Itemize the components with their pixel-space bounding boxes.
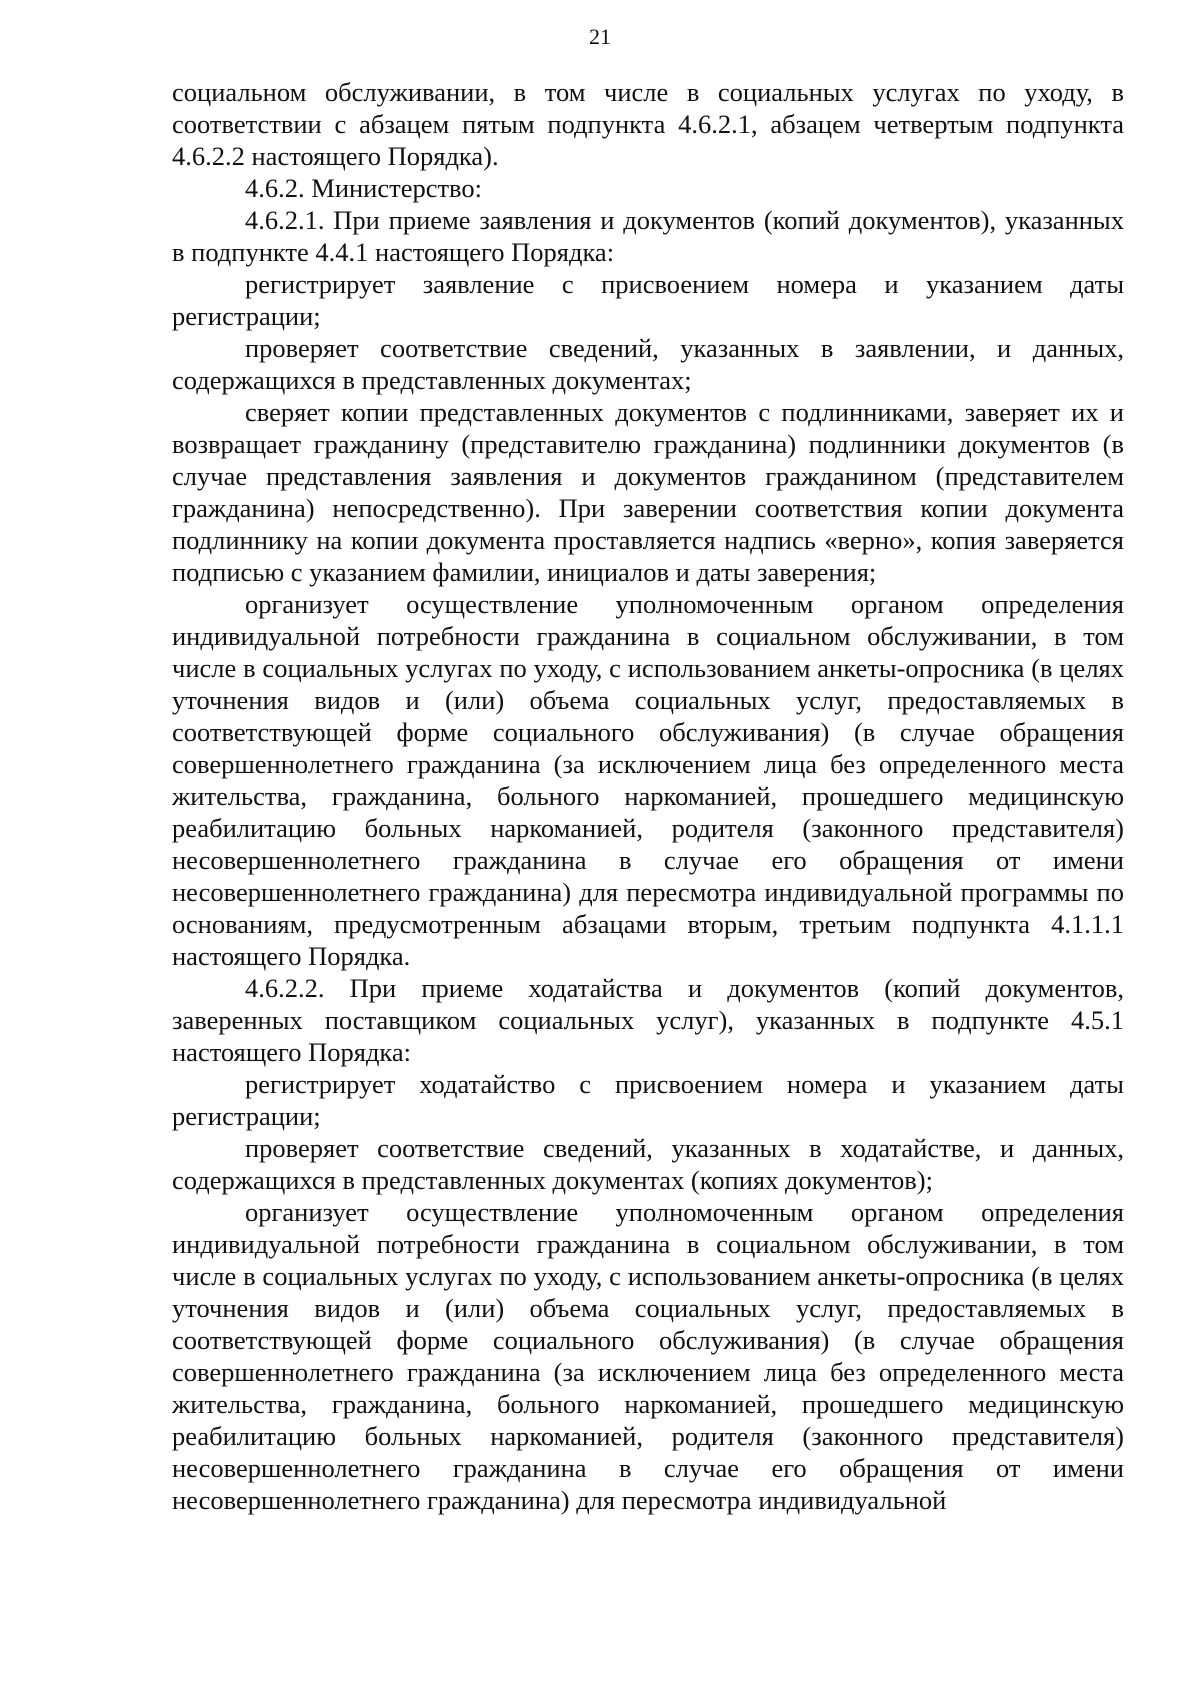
paragraph-subsection-4-6-2-2: 4.6.2.2. При приеме ходатайства и документов (копий документов, заверенных поставщиком социальных услуг), указанных в подпункте 4.5.1 настоящего Порядка: bbox=[172, 973, 1124, 1067]
paragraph-organize-assessment-2: организует осуществление уполномоченным органом определения индивидуальной потребности гражданина в социальном обслуживании, в том числе в социальных услугах по уходу, с использованием анкеты-опросника (в целях уточнения видов и (или) объема социальных услуг, предоставляемых в соответствующей форме социального обслуживания) (в случае обращения совершеннолетнего гражданина (за исключением лица без определенного места жительства, гражданина, больного наркоманией, прошедшего медицинскую реабилитацию больных наркоманией, родителя (законного представителя) несовершеннолетнего гражданина в случае его обращения от имени несовершеннолетнего гражданина) для пересмотра индивидуальной bbox=[172, 1197, 1124, 1515]
page-body bbox=[172, 76, 1124, 1516]
paragraph-organize-assessment: организует осуществление уполномоченным органом определения индивидуальной потребности гражданина в социальном обслуживании, в том числе в социальных услугах по уходу, с использованием анкеты-опросника (в целях уточнения видов и (или) объема социальных услуг, предоставляемых в соответствующей форме социального обслуживания) (в случае обращения совершеннолетнего гражданина (за исключением лица без определенного места жительства, гражданина, больного наркоманией, прошедшего медицинскую реабилитацию больных наркоманией, родителя (законного представителя) несовершеннолетнего гражданина в случае его обращения от имени несовершеннолетнего гражданина) для пересмотра индивидуальной программы по основаниям, предусмотренным абзацами вторым, третьим подпункта 4.1.1.1 настоящего Порядка. bbox=[172, 589, 1124, 971]
paragraph-section-heading: 4.6.2. Министерство: bbox=[245, 173, 482, 203]
paragraph-register-application: регистрирует заявление с присвоением номера и указанием даты регистрации; bbox=[172, 269, 1124, 331]
paragraph-verify-application: проверяет соответствие сведений, указанных в заявлении, и данных, содержащихся в представленных документах; bbox=[172, 333, 1124, 395]
paragraph-continuation: социальном обслуживании, в том числе в социальных услугах по уходу, в соответствии с абзацем пятым подпункта 4.6.2.1, абзацем четвертым подпункта 4.6.2.2 настоящего Порядка). bbox=[172, 77, 1124, 171]
paragraph-subsection-4-6-2-1: 4.6.2.1. При приеме заявления и документов (копий документов), указанных в подпункте 4.4.1 настоящего Порядка: bbox=[172, 205, 1124, 267]
paragraph-compare-copies: сверяет копии представленных документов с подлинниками, заверяет их и возвращает гражданину (представителю гражданина) подлинники документов (в случае представления заявления и документов гражданином (представителем гражданина) непосредственно). При заверении соответствия копии документа подлиннику на копии документа проставляется надпись «верно», копия заверяется подписью с указанием фамилии, инициалов и даты заверения; bbox=[172, 397, 1124, 587]
paragraph-verify-petition: проверяет соответствие сведений, указанных в ходатайстве, и данных, содержащихся в представленных документах (копиях документов); bbox=[172, 1133, 1124, 1195]
paragraph-register-petition: регистрирует ходатайство с присвоением номера и указанием даты регистрации; bbox=[172, 1069, 1124, 1131]
page-number: 21 bbox=[589, 24, 611, 49]
